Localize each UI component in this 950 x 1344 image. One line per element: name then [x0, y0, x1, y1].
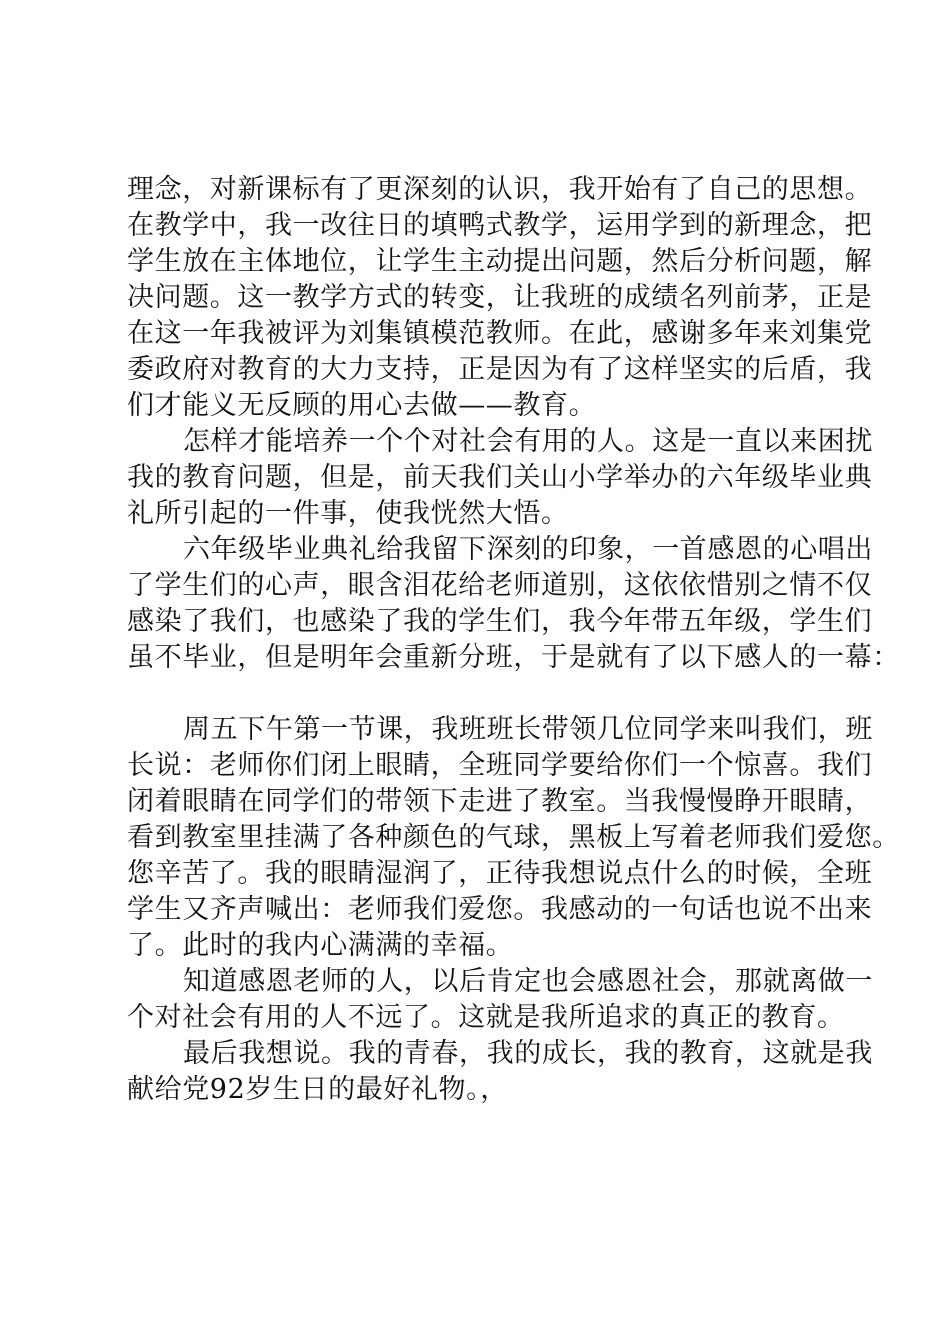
paragraph-start-line: 最后我想说。我的青春，我的成长，我的教育，这就是我 [183, 1038, 873, 1069]
text-line: 礼所引起的一件事，使我恍然大悟。 [127, 498, 569, 529]
text-line: 个对社会有用的人不远了。这就是我所追求的真正的教育。 [127, 1002, 845, 1033]
text-line: 看到教室里挂满了各种颜色的气球，黑板上写着老师我们爱您。 [127, 822, 900, 853]
text-line: 学生放在主体地位，让学生主动提出问题，然后分析问题，解 [127, 246, 873, 277]
text-line: 理念，对新课标有了更深刻的认识，我开始有了自己的思想。 [127, 174, 873, 205]
blank-line [127, 676, 837, 712]
paragraph-start-line: 周五下午第一节课，我班班长带领几位同学来叫我们，班 [183, 714, 873, 745]
text-line: 在教学中，我一改往日的填鸭式教学，运用学到的新理念，把 [127, 210, 873, 241]
text-line: 我的教育问题，但是，前天我们关山小学举办的六年级毕业典 [127, 462, 873, 493]
text-line: 闭着眼睛在同学们的带领下走进了教室。当我慢慢睁开眼睛， [127, 786, 873, 817]
text-line: 了。此时的我内心满满的幸福。 [127, 930, 514, 961]
text-line: 献给党92岁生日的最好礼物。， [127, 1074, 508, 1105]
paragraph-start-line: 知道感恩老师的人，以后肯定也会感恩社会，那就离做一 [183, 966, 873, 997]
text-line: 您辛苦了。我的眼睛湿润了，正待我想说点什么的时候，全班 [127, 858, 873, 889]
text-line: 感染了我们，也感染了我的学生们，我今年带五年级，学生们 [127, 606, 873, 637]
text-line: 学生又齐声喊出：老师我们爱您。我感动的一句话也说不出来 [127, 894, 873, 925]
paragraph-start-line: 怎样才能培养一个个对社会有用的人。这是一直以来困扰 [183, 426, 873, 457]
text-line: 在这一年我被评为刘集镇模范教师。在此，感谢多年来刘集党 [127, 318, 873, 349]
text-line: 委政府对教育的大力支持，正是因为有了这样坚实的后盾，我 [127, 354, 873, 385]
paragraph-start-line: 六年级毕业典礼给我留下深刻的印象，一首感恩的心唱出 [183, 534, 873, 565]
text-line: 长说：老师你们闭上眼睛，全班同学要给你们一个惊喜。我们 [127, 750, 873, 781]
text-line: 们才能义无反顾的用心去做——教育。 [127, 390, 597, 421]
text-line: 决问题。这一教学方式的转变，让我班的成绩名列前茅，正是 [127, 282, 873, 313]
text-line: 虽不毕业，但是明年会重新分班，于是就有了以下感人的一幕： [127, 642, 900, 673]
text-line: 了学生们的心声，眼含泪花给老师道别，这依依惜别之情不仅 [127, 570, 873, 601]
document-body [127, 172, 900, 1108]
